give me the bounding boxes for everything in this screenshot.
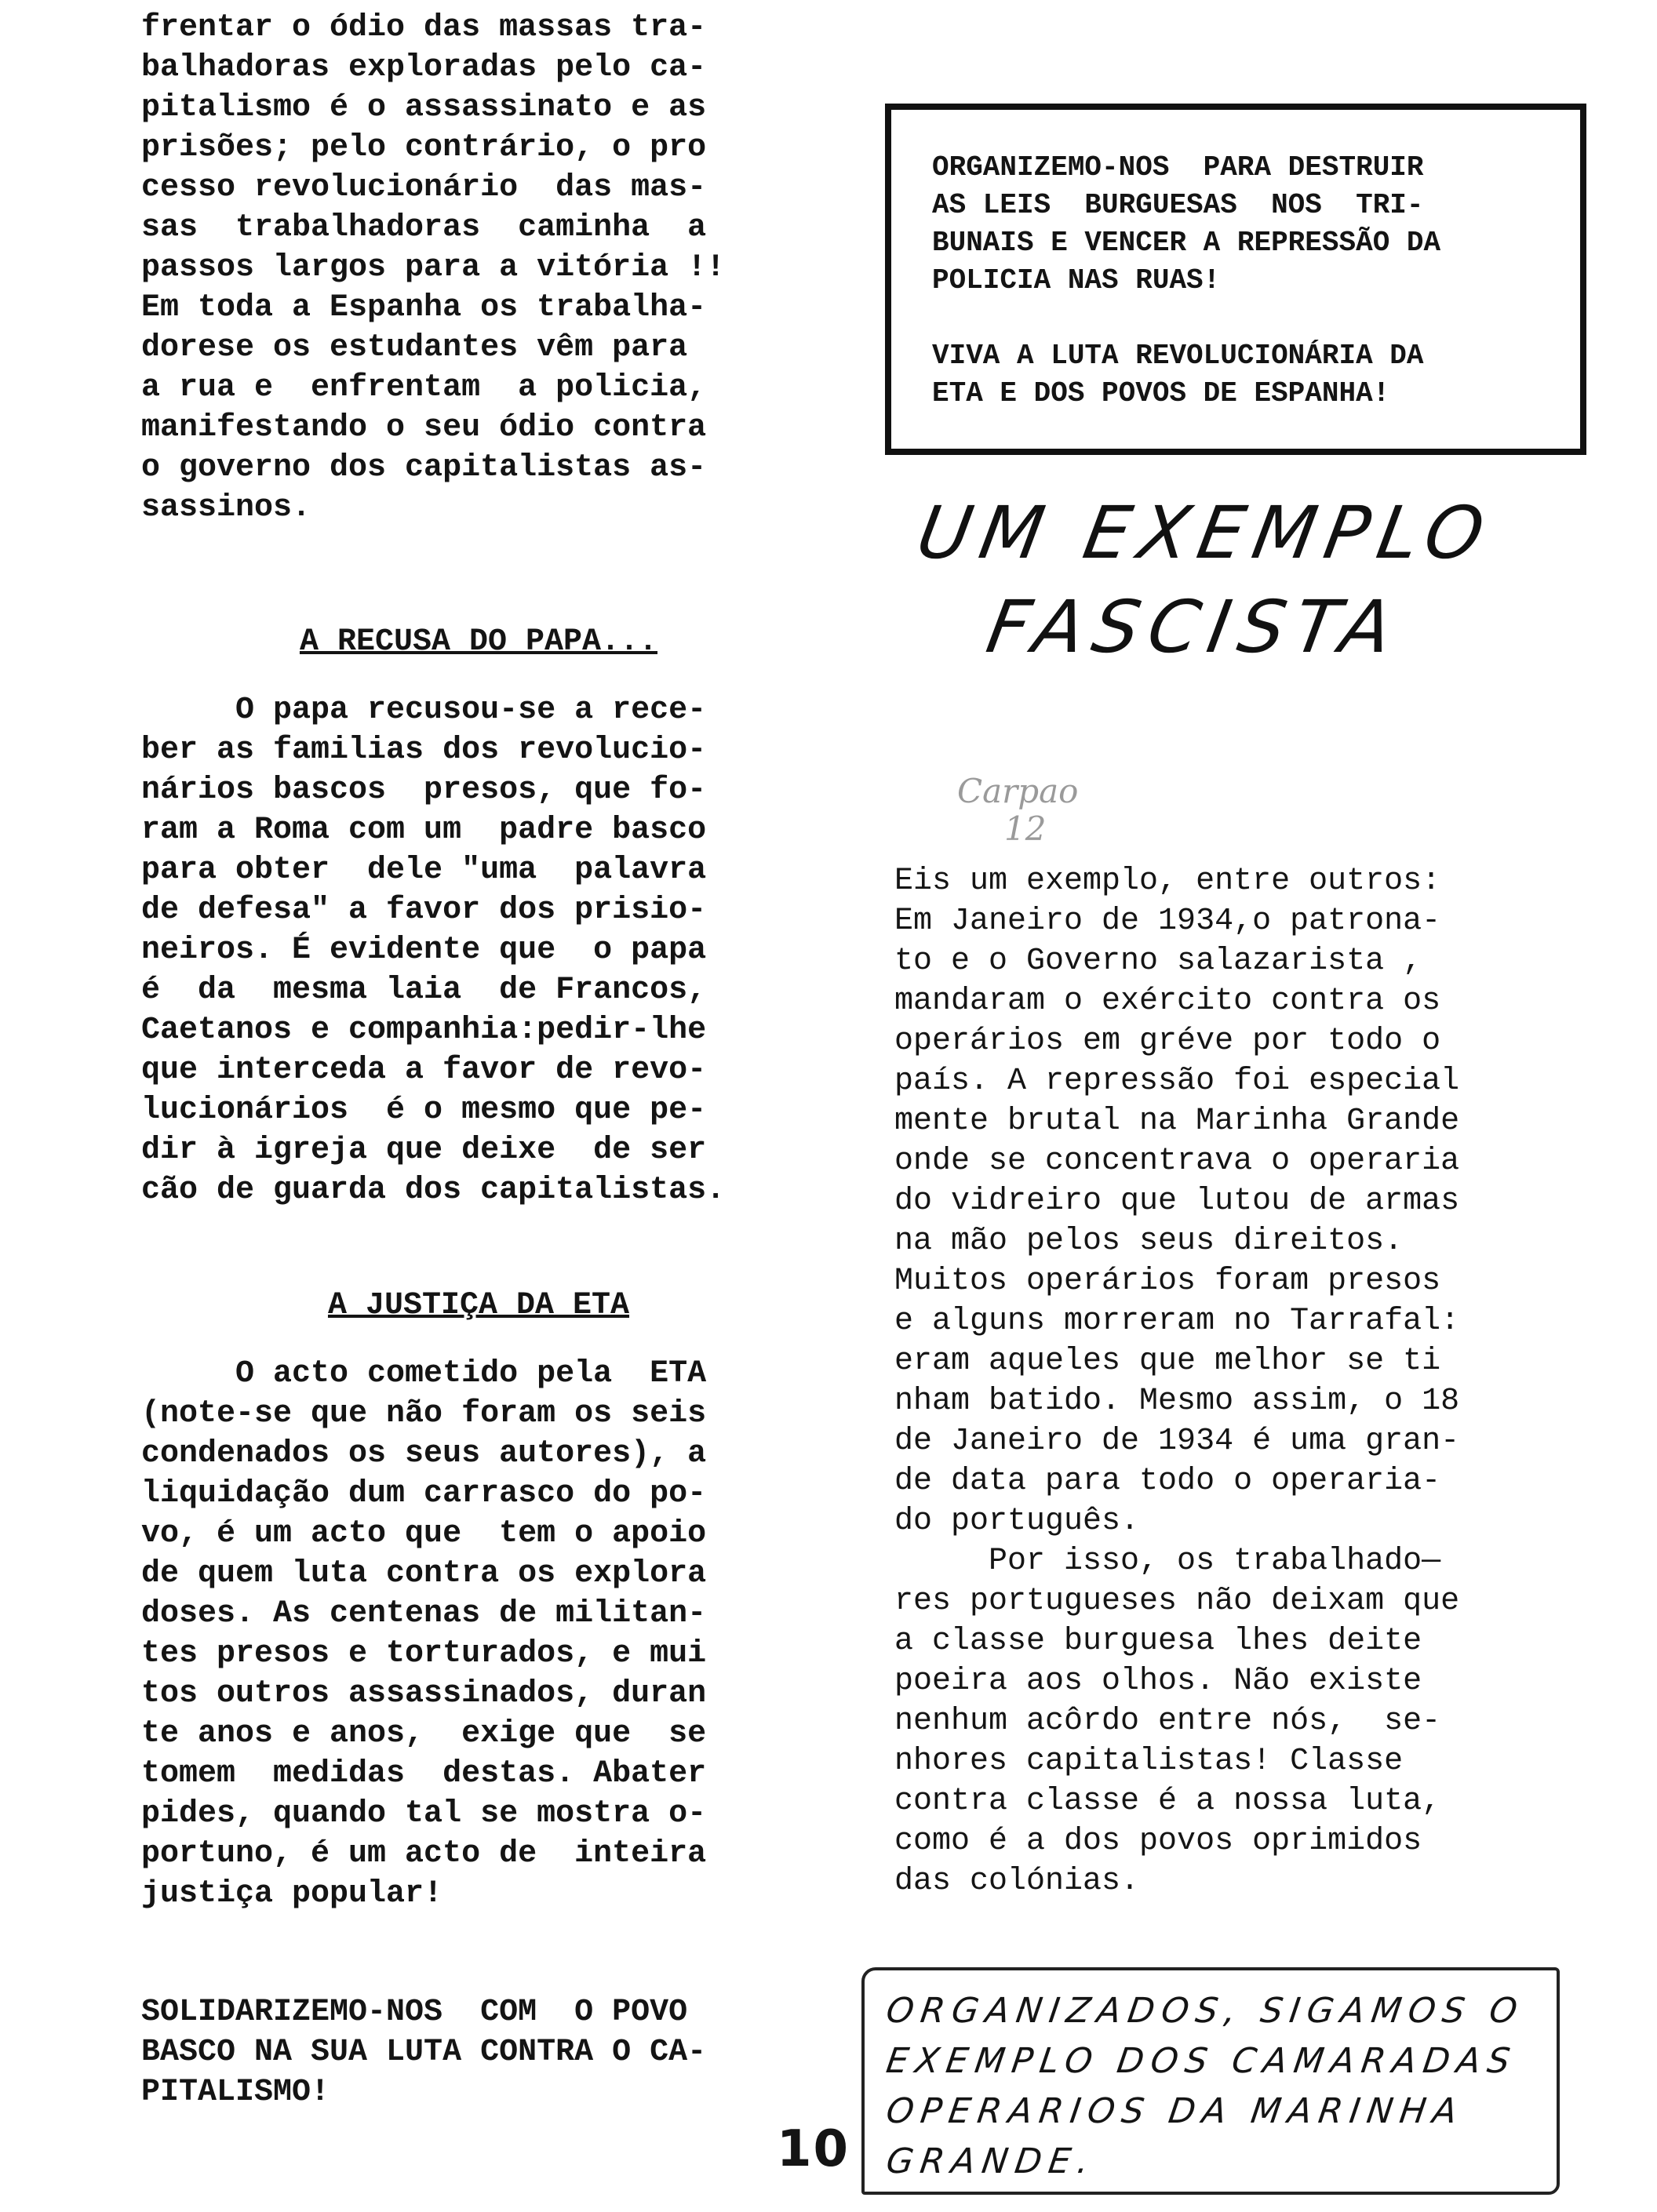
text-line: mente brutal na Marinha Grande	[894, 1104, 1460, 1139]
text-line: cão de guarda dos capitalistas.	[141, 1173, 726, 1208]
text-line: contra classe é a nossa luta,	[894, 1784, 1441, 1819]
text-line: to e o Governo salazarista ,	[894, 944, 1422, 979]
text-line: liquidação dum carrasco do po-	[141, 1476, 707, 1512]
text-line: Em Janeiro de 1934,o patrona-	[894, 904, 1441, 939]
text-line: ETA E DOS POVOS DE ESPANHA!	[932, 377, 1390, 409]
text-line: eram aqueles que melhor se ti	[894, 1344, 1441, 1379]
text-line: doses. As centenas de militan-	[141, 1596, 707, 1632]
handwritten-line: OPERARIOS DA MARINHA	[883, 2091, 1467, 2131]
section-papa	[141, 622, 816, 1210]
text-line: de data para todo o operaria-	[894, 1464, 1441, 1499]
text-line: dir à igreja que deixe de ser	[141, 1133, 707, 1168]
notice-box	[885, 104, 1586, 455]
text-line: prisões; pelo contrário, o pro	[141, 130, 707, 166]
pencil-annotation	[957, 773, 1078, 848]
text-line: operários em gréve por todo o	[894, 1024, 1441, 1059]
text-line: tos outros assassinados, duran	[141, 1676, 707, 1712]
pencil-line: Carpao	[957, 772, 1079, 810]
text-line: res portugueses não deixam que	[894, 1584, 1460, 1619]
text-line: de quem luta contra os explora	[141, 1556, 707, 1592]
text-line: do vidreiro que lutou de armas	[894, 1184, 1460, 1219]
text-line: Por isso, os trabalhado—	[894, 1544, 1441, 1579]
text-line: passos largos para a vitória !!	[141, 250, 726, 286]
page-number: 10	[777, 2120, 850, 2178]
text-line: Muitos operários foram presos	[894, 1264, 1441, 1299]
text-line: a rua e enfrentam a policia,	[141, 370, 707, 406]
text-line: do português.	[894, 1504, 1140, 1539]
text-line: de defesa" a favor dos prisio-	[141, 893, 707, 928]
text-line: mandaram o exército contra os	[894, 984, 1441, 1019]
text-line: ORGANIZEMO-NOS PARA DESTRUIR	[932, 151, 1424, 184]
text-line: O papa recusou-se a rece-	[141, 693, 707, 728]
title-line: FASCISTA	[981, 585, 1408, 669]
handwritten-note-box	[861, 1967, 1560, 2195]
section-eta	[141, 1286, 816, 1914]
text-line: que interceda a favor de revo-	[141, 1053, 707, 1088]
text-line: ram a Roma com um padre basco	[141, 813, 707, 848]
text-line: dorese os estudantes vêm para	[141, 330, 688, 366]
text-line: BASCO NA SUA LUTA CONTRA O CA-	[141, 2035, 707, 2070]
text-line: AS LEIS BURGUESAS NOS TRI-	[932, 189, 1424, 221]
text-line: Eis um exemplo, entre outros:	[894, 864, 1441, 899]
intro-paragraph	[141, 8, 816, 528]
closing-slogan	[141, 1992, 816, 2112]
text-line: (note-se que não foram os seis	[141, 1396, 707, 1432]
section-heading: A RECUSA DO PAPA...	[299, 624, 658, 660]
text-line: vo, é um acto que tem o apoio	[141, 1516, 707, 1552]
text-line: nários bascos presos, que fo-	[141, 773, 707, 808]
handwritten-title	[894, 486, 1500, 675]
text-line: neiros. É evidente que o papa	[141, 933, 707, 968]
text-line: de Janeiro de 1934 é uma gran-	[894, 1424, 1460, 1459]
pencil-line: 12	[1004, 809, 1047, 848]
text-line: te anos e anos, exige que se	[141, 1716, 707, 1752]
text-line: Em toda a Espanha os trabalha-	[141, 290, 707, 326]
text-line: nenhum acôrdo entre nós, se-	[894, 1704, 1441, 1739]
text-line: lucionários é o mesmo que pe-	[141, 1093, 707, 1128]
title-line: UM EXEMPLO	[911, 491, 1500, 575]
text-line: país. A repressão foi especial	[894, 1064, 1460, 1099]
handwritten-line: EXEMPLO DOS CAMARADAS	[883, 2041, 1520, 2081]
text-line: como é a dos povos oprimidos	[894, 1824, 1422, 1859]
text-line: frentar o ódio das massas tra-	[141, 10, 707, 45]
text-line: das colónias.	[894, 1864, 1140, 1899]
text-line: o governo dos capitalistas as-	[141, 450, 707, 486]
text-line: na mão pelos seus direitos.	[894, 1224, 1404, 1259]
text-line: a classe burguesa lhes deite	[894, 1624, 1422, 1659]
left-column	[141, 8, 816, 2112]
text-line: ber as familias dos revolucio-	[141, 733, 707, 768]
right-column	[894, 861, 1569, 1901]
text-line: nhores capitalistas! Classe	[894, 1744, 1404, 1779]
text-line: condenados os seus autores), a	[141, 1436, 707, 1472]
text-line: tomem medidas destas. Abater	[141, 1756, 707, 1792]
text-line: cesso revolucionário das mas-	[141, 170, 707, 206]
text-line: é da mesma laia de Francos,	[141, 973, 707, 1008]
handwritten-line: GRANDE.	[883, 2141, 1099, 2181]
text-line: SOLIDARIZEMO-NOS COM O POVO	[141, 1995, 688, 2030]
text-line: onde se concentrava o operaria	[894, 1144, 1460, 1179]
section-heading: A JUSTIÇA DA ETA	[327, 1288, 630, 1323]
text-line: sas trabalhadoras caminha a	[141, 210, 707, 246]
text-line: pitalismo é o assassinato e as	[141, 90, 707, 126]
text-line: e alguns morreram no Tarrafal:	[894, 1304, 1460, 1339]
text-line: manifestando o seu ódio contra	[141, 410, 707, 446]
text-line: balhadoras exploradas pelo ca-	[141, 50, 707, 85]
text-line: nham batido. Mesmo assim, o 18	[894, 1384, 1460, 1419]
text-line: POLICIA NAS RUAS!	[932, 264, 1221, 297]
handwritten-line: ORGANIZADOS, SIGAMOS O	[883, 1991, 1527, 2031]
text-line: PITALISMO!	[141, 2075, 330, 2110]
text-line: tes presos e torturados, e mui	[141, 1636, 707, 1672]
text-line: sassinos.	[141, 490, 311, 526]
text-line: poeira aos olhos. Não existe	[894, 1664, 1422, 1699]
text-line: VIVA A LUTA REVOLUCIONÁRIA DA	[932, 340, 1424, 372]
text-line: portuno, é um acto de inteira	[141, 1836, 707, 1872]
text-line: BUNAIS E VENCER A REPRESSÃO DA	[932, 227, 1441, 259]
text-line: pides, quando tal se mostra o-	[141, 1796, 707, 1832]
text-line: O acto cometido pela ETA	[141, 1356, 707, 1392]
text-line: para obter dele "uma palavra	[141, 853, 707, 888]
text-line: Caetanos e companhia:pedir-lhe	[141, 1013, 707, 1048]
text-line: justiça popular!	[141, 1876, 443, 1912]
